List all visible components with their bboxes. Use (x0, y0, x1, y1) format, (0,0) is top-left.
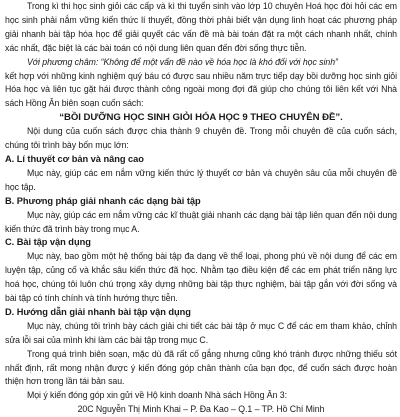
section-a-heading: A. Lí thuyết cơ bản và nâng cao (5, 153, 144, 164)
section-d-paragraph: Mục này, chúng tôi trình bày cách giải chi tiết các bài tập ở mục C để các em tham khảo, chỉnh sửa lỗi sai của mình khi làm các bài tập trong mục C. (5, 320, 397, 345)
closing-paragraph: Trong quá trình biên soạn, mặc dù đã rất cố gắng nhưng cũng khó tránh được những thiếu sót nhất định, rất mong nhận được ý kiến đóng góp chân thành của bạn đọc, để cuốn sách được hoàn thiện hơn trong lần tái bản sau. (5, 348, 397, 387)
section-c-heading: C. Bài tập vận dụng (5, 237, 91, 248)
intro-paragraph: Trong kì thi học sinh giỏi các cấp và kì thi tuyển sinh vào lớp 10 chuyên Hoá học đòi hỏi các em học sinh phải nắm vững kiến thức lí thuyết, đồng thời phải biết vận dụng linh hoạt các phương pháp giải nhanh bài tập hóa học để giải quyết các vấn đề mà bài toán đặt ra một cách nhanh nhất, chính xác nhất, đặc biệt là các bài toán có nội dung liên quan đến đời sống thực tiễn. (5, 1, 397, 53)
motto-continuation: kết hợp với những kinh nghiệm quý báu có được sau nhiều năm trực tiếp dạy bồi dưỡng học sinh giỏi Hóa học và liên tục gặt hái được thành công ngoài mong đợi đã giúp cho chúng tôi liên kết với Nhà sách Hồng Ân biên soạn cuốn sách: (5, 70, 397, 109)
section-b-paragraph: Mục này, giúp các em nắm vững các kĩ thuật giải nhanh các dạng bài tập liên quan đến nội dung kiến thức đã trình bày trong mục A. (5, 209, 397, 234)
section-a-paragraph: Mục này, giúp các em nắm vững kiến thức lý thuyết cơ bản và chuyên sâu của mỗi chuyên đề học tập. (5, 167, 397, 192)
section-d-heading: D. Hướng dẫn giải nhanh bài tập vận dụng (5, 306, 191, 317)
feedback-paragraph: Mọi ý kiến đóng góp xin gửi về Hộ kinh doanh Nhà sách Hồng Ân 3: (27, 390, 287, 401)
book-title: “BỒI DƯỠNG HỌC SINH GIỎI HÓA HỌC 9 THEO CHUYÊN ĐỀ”. (59, 112, 343, 124)
content-overview-paragraph: Nội dung của cuốn sách được chia thành 9 chuyên đề. Trong mỗi chuyên đề của cuốn sách, chúng tôi trình bày bốn mục lớn: (5, 126, 397, 151)
section-b-heading: B. Phương pháp giải nhanh các dạng bài tập (5, 195, 201, 206)
motto-quote: Với phương châm: “Không để một vấn đề nào về hóa học là khó đối với học sinh” (27, 56, 338, 67)
publisher-address: 20C Nguyễn Thị Minh Khai – P. Đa Kao – Q.1 – TP. Hồ Chí Minh (77, 404, 325, 415)
motto-paragraph (5, 56, 397, 70)
section-c-paragraph: Mục này, bao gồm một hệ thống bài tập đa dạng về thể loại, phong phú về nội dung để các em luyện tập, củng cố và khắc sâu kiến thức đã học. Nhằm tạo điều kiện để các em phát triển năng lực hoá học, chúng tôi luôn chú trọng xây dựng những bài tập thực nghiệm, bài tập gắn với đời sống và bài tập có tính chính và tính hướng thực tiễn. (5, 251, 397, 304)
